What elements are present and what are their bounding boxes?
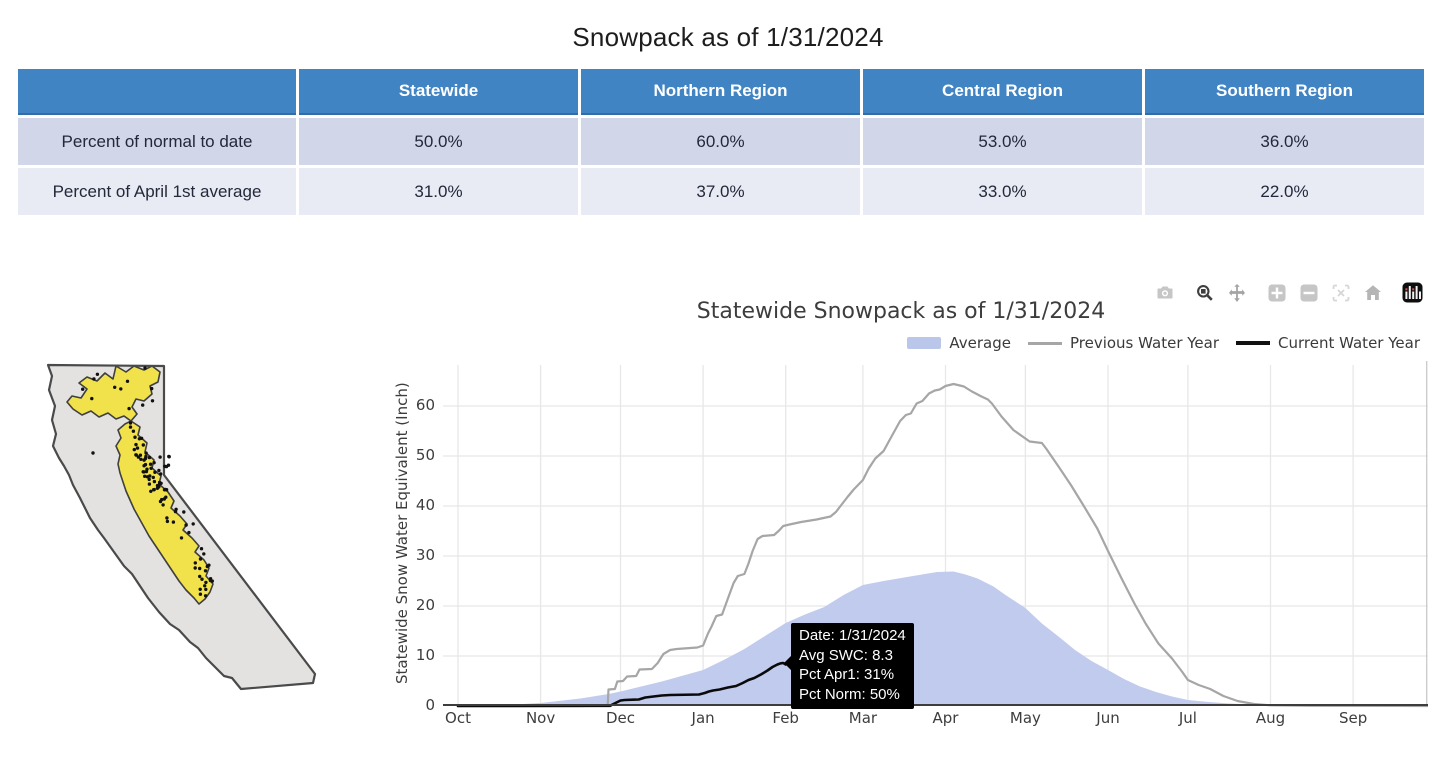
y-tick-label: 60 bbox=[415, 396, 435, 414]
x-tick-label: Oct bbox=[445, 709, 471, 727]
plot-area[interactable] bbox=[443, 361, 1428, 709]
legend-label: Current Water Year bbox=[1278, 334, 1420, 352]
legend-label: Average bbox=[949, 334, 1011, 352]
tooltip-avg-swc: Avg SWC: 8.3 bbox=[799, 646, 893, 664]
table-cell: 50.0% bbox=[299, 118, 578, 165]
header-cell-blank bbox=[18, 69, 296, 115]
y-tick-label: 40 bbox=[415, 496, 435, 514]
chart-title: Statewide Snowpack as of 1/31/2024 bbox=[696, 299, 1106, 324]
x-tick-label: May bbox=[1009, 709, 1041, 727]
table-cell: 36.0% bbox=[1145, 118, 1424, 165]
legend-label: Previous Water Year bbox=[1069, 334, 1220, 352]
current-water-year-swatch bbox=[1236, 341, 1270, 345]
y-tick-label: 50 bbox=[415, 446, 435, 464]
x-tick-label: Jan bbox=[691, 709, 715, 727]
x-tick-label: Apr bbox=[932, 709, 959, 727]
average-area bbox=[458, 572, 1428, 707]
x-tick-label: Jul bbox=[1178, 709, 1197, 727]
hover-tooltip bbox=[791, 623, 914, 709]
x-tick-label: Sep bbox=[1338, 709, 1368, 727]
tooltip-pct-apr1: Pct Apr1: 31% bbox=[799, 666, 895, 683]
average-swatch bbox=[907, 337, 941, 349]
y-axis-title: Statewide Snow Water Equivalent (Inch) bbox=[393, 382, 411, 685]
table-row bbox=[18, 168, 1424, 215]
x-tick-label: Mar bbox=[848, 709, 878, 727]
table-cell: 53.0% bbox=[863, 118, 1142, 165]
table-row bbox=[18, 118, 1424, 165]
header-cell-northern: Northern Region bbox=[581, 69, 860, 115]
row-label: Percent of normal to date bbox=[18, 118, 296, 165]
y-tick-label: 20 bbox=[415, 596, 435, 614]
tooltip-date: Date: 1/31/2024 bbox=[799, 627, 906, 644]
legend-item-current-water-year[interactable] bbox=[1236, 334, 1420, 352]
x-tick-label: Nov bbox=[525, 709, 556, 727]
x-tick-label: Dec bbox=[605, 709, 636, 727]
california-snow-regions-map bbox=[28, 358, 328, 703]
table-cell: 37.0% bbox=[581, 168, 860, 215]
table-cell: 31.0% bbox=[299, 168, 578, 215]
tooltip-pct-norm: Pct Norm: 50% bbox=[799, 685, 900, 703]
previous-water-year-swatch bbox=[1028, 342, 1062, 345]
snowpack-summary-table bbox=[15, 66, 1427, 218]
page-title: Snowpack as of 1/31/2024 bbox=[572, 22, 884, 52]
table-header-row bbox=[18, 69, 1424, 115]
row-label: Percent of April 1st average bbox=[18, 168, 296, 215]
legend-item-average[interactable] bbox=[907, 334, 1011, 352]
x-tick-label: Aug bbox=[1255, 709, 1286, 727]
table-cell: 60.0% bbox=[581, 118, 860, 165]
header-cell-statewide: Statewide bbox=[299, 69, 578, 115]
x-tick-label: Jun bbox=[1096, 709, 1120, 727]
chart-legend bbox=[907, 334, 1420, 352]
y-tick-label: 30 bbox=[415, 546, 435, 564]
tooltip-caret-icon bbox=[784, 656, 791, 670]
header-cell-central: Central Region bbox=[863, 69, 1142, 115]
y-tick-label: 0 bbox=[425, 696, 435, 714]
legend-item-previous-water-year[interactable] bbox=[1028, 334, 1219, 352]
x-tick-label: Feb bbox=[772, 709, 799, 727]
y-tick-label: 10 bbox=[415, 646, 435, 664]
table-cell: 22.0% bbox=[1145, 168, 1424, 215]
table-cell: 33.0% bbox=[863, 168, 1142, 215]
header-cell-southern: Southern Region bbox=[1145, 69, 1424, 115]
